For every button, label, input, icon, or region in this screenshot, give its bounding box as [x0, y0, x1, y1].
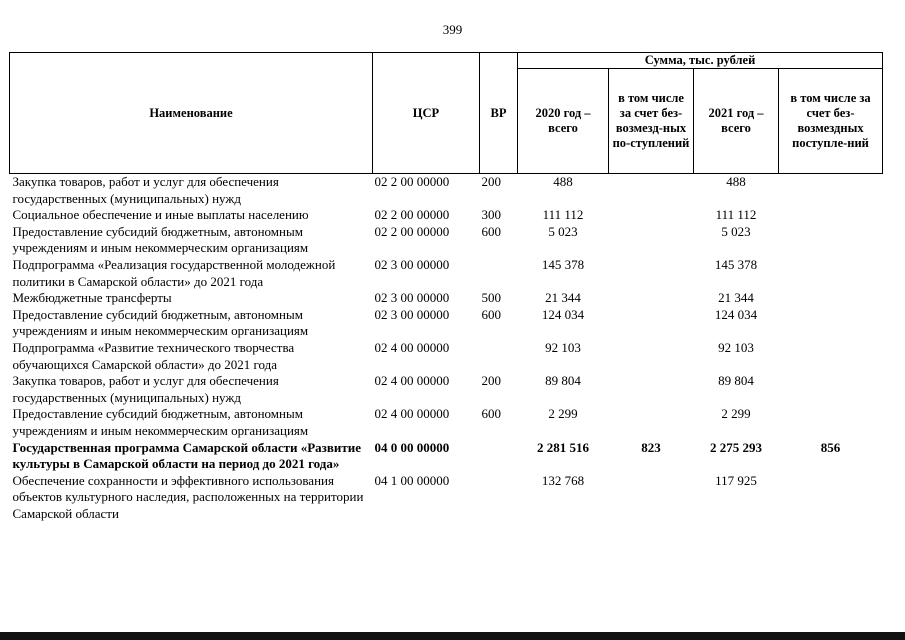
- row-2020-total: 111 112: [542, 207, 584, 223]
- row-csr: 02 3 00 00000: [374, 256, 450, 272]
- row-csr: 02 2 00 00000: [374, 223, 450, 239]
- scan-bottom-edge: [0, 632, 905, 640]
- row-2020-free: [609, 257, 694, 290]
- row-2021-free: [779, 290, 883, 307]
- row-name: Закупка товаров, работ и услуг для обеспечения государственных (муниципальных) нужд: [12, 174, 279, 206]
- row-csr: 02 4 00 00000: [374, 406, 450, 422]
- row-2020-total: 89 804: [545, 373, 581, 389]
- row-csr: 02 3 00 00000: [374, 306, 450, 322]
- row-2020-free: [609, 473, 694, 523]
- row-name: Подпрограмма «Развитие технического творчества обучающихся Самарской области» до 2021 года: [12, 339, 295, 372]
- row-vr: [480, 257, 518, 290]
- row-2021-free: [779, 174, 883, 208]
- row-vr: [480, 473, 518, 523]
- row-2020-free: [609, 373, 694, 406]
- row-name: Подпрограмма «Реализация государственной молодежной политики в Самарской области» до 2021 года: [12, 256, 336, 289]
- row-name: Социальное обеспечение и иные выплаты населению: [12, 207, 309, 223]
- row-2020-free: [609, 174, 694, 208]
- row-2020-total: 2 299: [548, 406, 578, 422]
- row-vr: 600: [481, 306, 501, 322]
- header-2021-total: 2021 год – всего: [694, 69, 779, 174]
- row-2020-total: 21 344: [545, 290, 581, 306]
- budget-table: [9, 52, 883, 522]
- row-2021-free: [779, 473, 883, 523]
- header-2021-free: в том числе за счет без-возмездных поступле-ний: [779, 69, 883, 174]
- row-name: Государственная программа Самарской области «Развитие культуры в Самарской области на период до 2021 года»: [12, 439, 362, 472]
- row-vr: [480, 340, 518, 373]
- table-row: [10, 290, 883, 307]
- row-vr: 600: [481, 223, 501, 239]
- row-2021-total: 145 378: [714, 256, 758, 272]
- table-row: [10, 406, 883, 439]
- row-2021-total: 117 925: [715, 472, 757, 488]
- row-name: Закупка товаров, работ и услуг для обеспечения государственных (муниципальных) нужд: [12, 373, 279, 405]
- row-csr: 02 4 00 00000: [374, 373, 450, 389]
- table-row: [10, 174, 883, 208]
- row-2021-total: 2 275 293: [710, 439, 762, 455]
- table-row: [10, 307, 883, 340]
- row-vr: 500: [481, 290, 501, 306]
- row-2021-free: 856: [820, 439, 841, 455]
- row-vr: 300: [481, 207, 501, 223]
- row-2021-free: [779, 373, 883, 406]
- row-2021-total: 124 034: [714, 306, 758, 322]
- header-name: Наименование: [10, 53, 373, 174]
- row-vr: [480, 440, 518, 473]
- table-row: [10, 340, 883, 373]
- table-row: [10, 224, 883, 257]
- row-name: Предоставление субсидий бюджетным, автономным учреждениям и иным некоммерческим организациям: [12, 406, 309, 438]
- row-2020-total: 488: [553, 174, 573, 189]
- row-2020-free: [609, 207, 694, 224]
- row-name: Межбюджетные трансферты: [12, 290, 172, 306]
- row-2020-free: 823: [641, 439, 661, 455]
- row-csr: 04 1 00 00000: [374, 472, 450, 488]
- row-2020-total: 124 034: [541, 306, 585, 322]
- row-2020-free: [609, 406, 694, 439]
- row-2021-free: [779, 406, 883, 439]
- row-2021-free: [779, 224, 883, 257]
- header-csr: ЦСР: [373, 53, 480, 174]
- row-2021-total: 111 112: [715, 207, 757, 223]
- row-2020-free: [609, 307, 694, 340]
- row-2021-total: 488: [726, 174, 746, 189]
- row-2021-free: [779, 257, 883, 290]
- row-csr: 04 0 00 00000: [374, 439, 450, 455]
- row-2021-free: [779, 207, 883, 224]
- row-csr: 02 3 00 00000: [374, 290, 450, 306]
- row-2021-total: 5 023: [721, 223, 751, 239]
- row-csr: 02 2 00 00000: [374, 207, 450, 223]
- table-row-program: [10, 440, 883, 473]
- row-2020-free: [609, 224, 694, 257]
- row-2020-total: 92 103: [545, 339, 581, 355]
- row-vr: 200: [481, 373, 501, 389]
- table-row: [10, 473, 883, 523]
- row-2021-total: 92 103: [718, 339, 754, 355]
- table-row: [10, 207, 883, 224]
- row-name: Обеспечение сохранности и эффективного использования объектов культурного наследия, расположенных на территории Самарской области: [12, 472, 364, 521]
- row-2020-total: 2 281 516: [537, 439, 589, 455]
- row-2021-total: 2 299: [721, 406, 751, 422]
- page-number: 399: [442, 22, 463, 37]
- header-2020-total: 2020 год – всего: [518, 69, 609, 174]
- row-csr: 02 2 00 00000: [374, 174, 450, 189]
- table-body: [10, 174, 883, 523]
- row-vr: 200: [481, 174, 501, 189]
- row-2020-total: 145 378: [541, 256, 585, 272]
- row-2020-free: [609, 290, 694, 307]
- header-vr: ВР: [480, 53, 518, 174]
- row-2020-free: [609, 340, 694, 373]
- row-2021-free: [779, 340, 883, 373]
- row-2021-total: 21 344: [718, 290, 754, 306]
- row-name: Предоставление субсидий бюджетным, автономным учреждениям и иным некоммерческим организациям: [12, 306, 309, 339]
- row-2021-total: 89 804: [718, 373, 754, 389]
- budget-table-wrapper: [9, 52, 882, 522]
- table-row: [10, 257, 883, 290]
- table-row: [10, 373, 883, 406]
- header-2020-free: в том числе за счет без-возмезд-ных по-ступлений: [609, 69, 694, 174]
- row-vr: 600: [481, 406, 501, 422]
- row-2021-free: [779, 307, 883, 340]
- row-2020-total: 132 768: [541, 472, 585, 488]
- row-2020-total: 5 023: [548, 223, 578, 239]
- row-csr: 02 4 00 00000: [374, 339, 450, 355]
- row-name: Предоставление субсидий бюджетным, автономным учреждениям и иным некоммерческим организациям: [12, 223, 309, 256]
- header-sum-group: Сумма, тыс. рублей: [518, 53, 883, 69]
